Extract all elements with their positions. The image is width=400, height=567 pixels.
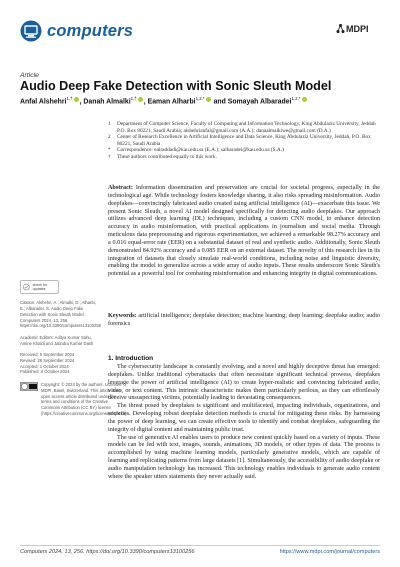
affiliation-text: Center of Research Excellence in Artificial Intelligence and Data Science, King Abdulaziz University, Jeddah, P.O. Box 80221, Saudi Arabia [117, 134, 371, 147]
academic-editors: Academic Editors: Aditya Kumar Sahu, Amine Khaldi and Jatindra Kumar Dash [20, 334, 94, 346]
author-affil-mark: 1,2,* [291, 96, 301, 101]
introduction-body [108, 364, 380, 482]
author-name[interactable]: Somayah Albaradei [227, 98, 292, 106]
abstract-label: Abstract: [108, 185, 133, 191]
date-published: Published: 4 October 2024 [20, 369, 70, 375]
section-heading: 1. Introduction [108, 355, 154, 362]
citation-block: Citation: Alshehri, A.; Almalki, D.; Alharbi, E.; Albaradei, S. Audio Deep Fake Detection with Sonic Sleuth Model. Computers 2024, 13, 256. https://doi.org/10.3390/computers13100256 [20, 300, 102, 329]
affiliations [108, 121, 380, 161]
affiliation-mark: 2 [108, 134, 111, 141]
correspondence-text: Correspondence: ealraddadi@kau.edu.sa (E.A.); salbaradei@kau.edu.sa (S.A.) [117, 147, 284, 154]
license-block [20, 382, 128, 416]
author-name[interactable]: Eaman Alharbi [147, 98, 196, 106]
paper-title: Audio Deep Fake Detection with Sonic Sleuth Model [20, 79, 332, 93]
author-name[interactable]: Danah Almalki [83, 98, 131, 106]
affiliation-mark: † [108, 153, 111, 160]
article-type: Article [20, 72, 39, 79]
orcid-icon[interactable] [74, 97, 79, 102]
keywords-text: artificial intelligence; deepfake detection; machine learning; deep learning; deepfake audio; audio forensics [108, 313, 380, 327]
author-affil-mark: 1,† [130, 96, 137, 101]
journal-name[interactable]: computers [47, 21, 134, 40]
footer-citation[interactable]: Computers 2024, 13, 256. https://doi.org/10.3390/computers13100256 [20, 549, 195, 555]
author-name[interactable]: Anfal Alshehri [20, 98, 67, 106]
orcid-icon[interactable] [138, 97, 143, 102]
check-for-updates-button[interactable] [20, 280, 59, 294]
publisher-name: MDPI [346, 24, 369, 34]
check-updates-icon [23, 283, 30, 291]
affiliation-item [108, 121, 380, 134]
keywords [108, 313, 380, 329]
journal-logo-icon [20, 20, 42, 42]
affiliation-item [108, 147, 380, 154]
equal-contribution-note: These authors contributed equally to this work. [117, 153, 217, 160]
affiliation-mark: * [108, 147, 111, 154]
author-affil-mark: 1,2,* [195, 96, 205, 101]
author-list: Anfal Alshehri$^{1,\dagger}$ , Danah Almalki$^{1,\dagger}$ , Eaman Alharbi$^{1,2,*}$ and Somayah Albaradei$^{1,2,*}$ [20, 96, 390, 105]
license-text: Copyright: © 2024 by the authors. Licensee MDPI, Basel, Switzerland. This article is an open access article distributed under the terms and conditions of the Creative Commons Attribution (CC BY) license (https://creativecommons.org/licenses/by/4.0/). [41, 382, 128, 416]
publication-dates [20, 352, 98, 375]
footer-divider [20, 545, 380, 546]
orcid-icon[interactable] [302, 97, 307, 102]
body-paragraph: The threat posed by deepfakes is significant and multifaceted, impacting individuals, organizations, and societies. Developing robust deepfake detection methods is crucial for mitigating these risks. By harnessing the power of deep learning, we can create effective tools to identify and combat deepfakes, safeguarding the integrity of digital content and maintaining public trust. [108, 403, 380, 433]
journal-url-link[interactable]: https://www.mdpi.com/journal/computers [279, 549, 380, 555]
affiliation-item [108, 134, 380, 147]
author-affil-mark: 1,† [66, 96, 73, 101]
cc-by-license-icon[interactable] [20, 382, 38, 391]
body-paragraph: The cybersecurity landscape is constantly evolving, and a novel and highly deceptive threat has emerged: deepfakes. Unlike traditional cyberattacks that often necessitate significant technical prowess, deepfakes leverage the power of artificial intelligence (AI) to create hyper-realistic and convincing fabricated audio, video, or text content. This intrinsic characteristic makes them particularly perilous, as they can effortlessly deceive unsuspecting victims, potentially leading to devastating consequences. [108, 364, 380, 402]
affiliation-mark: 1 [108, 121, 111, 127]
date-received: Received: 5 September 2024 [20, 352, 75, 358]
abstract-text: Information dissemination and preservation are crucial for societal progress, especially in the technological age. While technology fosters knowledge sharing, it also risks spreading misinformation. Audio deepfakes—convincingly fabricated audio created using artificial intelligence (AI)—exacerbate this issue. We present Sonic Sleuth, a novel AI model designed specifically for detecting audio deepfakes. Our approach utilizes advanced deep learning (DL) techniques, including a custom CNN model, to enhance detection accuracy in audio misinformation, with practical applications in journalism and social media. Through meticulous data preprocessing and rigorous experimentation, we achieved a remarkable 98.27% accuracy and a 0.016 equal-error rate (EER) on a substantial dataset of real and synthetic audio. Additionally, Sonic Sleuth demonstrated 84.92% accuracy and a 0.085 EER on an external dataset. The novelty of this research lies in its integration of datasets that closely simulate real-world conditions, including noise and linguistic diversity, enabling the model to generalize across a wide array of audio inputs. These results underscore Sonic Sleuth's potential as a powerful tool for combating misinformation and enhancing integrity in digital communications. [108, 185, 380, 278]
mdpi-logo[interactable] [336, 22, 380, 35]
page-footer [20, 549, 380, 555]
journal-header [20, 20, 133, 42]
check-updates-label: check for updates [32, 283, 48, 292]
affiliation-text: Department of Computer Science, Faculty of Computing and Information Technology, King Abdulaziz University, Jeddah P.O. Box 80221, Saudi Arabia; alshehrianfal@gmail.com (A.A.); danaalmalkiwe@gmail.com (D.A.) [117, 121, 376, 134]
keywords-label: Keywords: [108, 313, 137, 319]
date-revised: Revised: 26 September 2024 [20, 358, 75, 364]
date-accepted: Accepted: 1 October 2024 [20, 363, 69, 369]
abstract [108, 185, 380, 279]
orcid-icon[interactable] [206, 97, 211, 102]
body-paragraph: The use of generative AI enables users to produce new content quickly based on a variety of inputs. These models can be fed with text, images, sounds, animations, 3D models, or other types of data. The process is accomplished by using machine learning models, particularly generative models, which are capable of learning and replicating patterns from large datasets [1]. Simultaneously, the accessibility of audio deepfake or audio manipulation technology has increased. This technology enables individuals to generate audio content where the speaker utters statements they never actually said. [108, 434, 380, 480]
affiliation-item [108, 154, 380, 161]
